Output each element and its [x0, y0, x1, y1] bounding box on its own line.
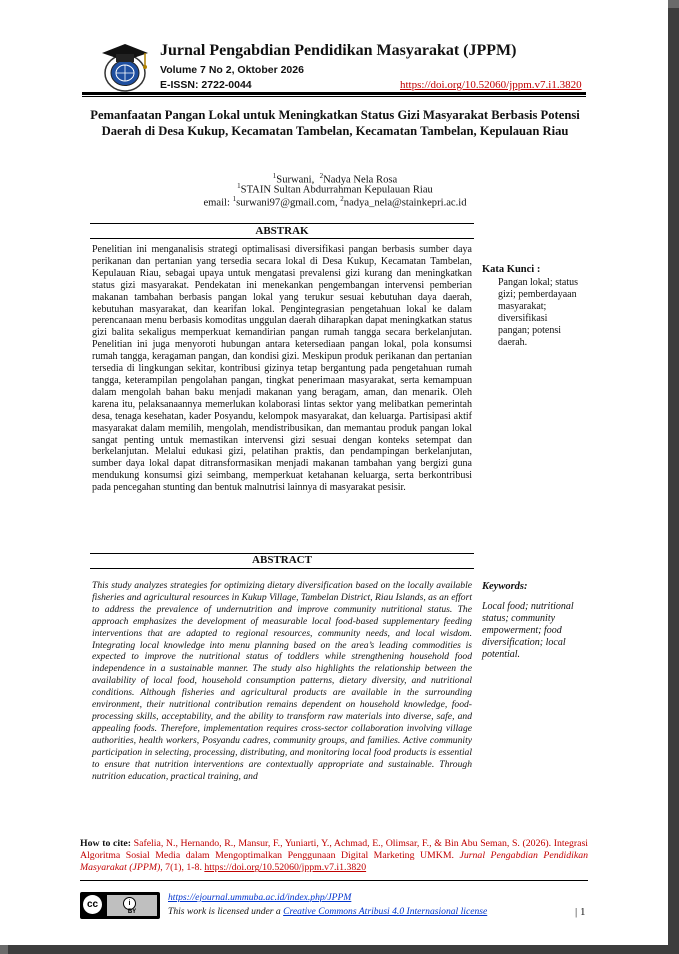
email2: nadya_nela@stainkepri.ac.id	[343, 197, 467, 209]
how-to-cite	[80, 838, 588, 875]
page-shadow-bottom	[8, 945, 679, 954]
abstrak-text: Penelitian ini menganalisis strategi optimalisasi diversifikasi pangan berbasis sumber daya perikanan dan pertanian yang tersedia secara lokal di Desa Kukup, Kecamatan Tambelan, Kepulauan Riau, sebagai upaya untuk mengatasi prevalensi gizi kurang dan meningkatkan status gizi masyarakat. Pendekatan ini menekankan pengembangan intervensi pemberian makanan tambahan berbasis pangan lokal yang terukur sesuai kebutuhan daya daerah, kebutuhan masyarakat, dan kearifan lokal. Pengintegrasian pengetahuan lokal ke dalam perencanaan menu berbasis komoditas unggulan daerah diharapkan dapat meningkatkan status gizi balita sekaligus memperkuat kemandirian pangan rumah tangga secara berkelanjutan. Penelitian ini juga menyoroti hubungan antara ketersediaan pangan lokal, pola konsumsi rumah tangga, keragaman pangan, dan kondisi gizi. Meskipun produk perikanan dan pertanian tersedia di lingkungan sekitar, kontribusi gizinya tetap bergantung pada pengetahuan rumah tangga, keterampilan pengolahan pangan, tingkat penerimaan masyarakat, serta kemampuan dalam mengolah bahan baku menjadi makanan yang beragam, aman, dan menarik. Oleh karena itu, pelaksanaannya memerlukan kolaborasi lintas sektor yang melibatkan pemerintah desa, tenaga kesehatan, kader Posyandu, kelompok masyarakat, dan keluarga. Partisipasi aktif masyarakat dalam memilih, mengolah, mendistribusikan, dan memantau produk pangan lokal sangat penting untuk memastikan intervensi gizi sesuai dengan konteks setempat dan berkelanjutan. Melalui edukasi gizi, pelatihan praktis, dan pendampingan berkelanjutan, sumber daya lokal dapat ditransformasikan menjadi makanan tambahan yang bergizi guna mendukung konsumsi gizi seimbang, memperkuat ketahanan keluarga, serta berkontribusi pada pencegahan stunting dan bentuk malnutrisi lainnya di masyarakat pesisir.	[92, 244, 472, 494]
license-prefix: This work is licensed under a	[168, 906, 284, 917]
page-shadow-right	[668, 8, 679, 954]
article-title: Pemanfaatan Pangan Lokal untuk Meningkatkan Status Gizi Masyarakat Berbasis Potensi Daerah di Desa Kukup, Kecamatan Tambelan, Kecamatan Tambelan, Kepulauan Riau	[90, 108, 580, 138]
journal-logo-icon	[96, 40, 154, 94]
cite-reference: Safelia, N., Hernando, R., Mansur, F., Yuniarti, Y., Achmad, E., Olimsar, F., & Bin Abu Seman, S. (2026). Integrasi Algoritma Sosial Media dalam Mengoptimalkan Penggunaan Digital Marketing UMKM.	[80, 838, 589, 862]
cite-label: How to cite:	[80, 838, 134, 849]
journal-title: Jurnal Pengabdian Pendidikan Masyarakat (JPPM)	[160, 42, 517, 59]
email1: surwani97@gmail.com,	[236, 197, 341, 209]
header-rule	[82, 92, 586, 95]
abstract-bottom-rule	[90, 568, 474, 569]
email1-sup: 1	[232, 195, 237, 203]
abstrak-heading: ABSTRAK	[255, 225, 309, 237]
author2-sup: 2	[319, 172, 324, 180]
cc-icon: cc	[83, 895, 102, 914]
cc-by-panel	[107, 895, 157, 916]
cc-license-badge[interactable]	[80, 892, 160, 919]
license-line	[168, 906, 487, 917]
person-icon: i	[123, 897, 136, 910]
cc-by-label: BY	[127, 909, 137, 915]
author1: Surwani,	[276, 174, 315, 186]
abstrak-bottom-rule	[90, 238, 474, 239]
license-link[interactable]: Creative Commons Atribusi 4.0 Internasional license	[283, 906, 488, 917]
kata-kunci-list: Pangan lokal; status gizi; pemberdayaan masyarakat; diversifikasi pangan; potensi daerah.	[498, 277, 578, 348]
email-line	[90, 195, 580, 209]
kata-kunci-heading: Kata Kunci :	[482, 264, 541, 275]
journal-site-link[interactable]: https://ejournal.ummuba.ac.id/index.php/JPPM	[168, 892, 352, 903]
keywords-heading: Keywords:	[482, 581, 528, 592]
affiliation-text: STAIN Sultan Abdurrahman Kepulauan Riau	[240, 184, 433, 196]
page-number: | 1	[575, 906, 586, 918]
header-rule-thin	[82, 96, 586, 97]
affil-sup: 1	[237, 182, 241, 190]
author2: Nadya Nela Rosa	[323, 174, 398, 186]
abstrak-top-rule	[90, 223, 474, 224]
abstract-text: This study analyzes strategies for optimizing dietary diversification based on the locally available fisheries and agricultural resources in Kukup Village, Tambelan District, Riau Islands, as an effort to address the prevalence of undernutrition and improve community nutritional status. The approach emphasizes the development of measurable local food-based supplementary feeding interventions that are adapted to regional resources, community needs, and local wisdom. Integrating local knowledge into menu planning based on the area’s leading commodities is expected to improve the nutritional status of toddlers while strengthening household food independence in a sustainable manner. The study also highlights the relationship between the availability of local food, household consumption patterns, dietary diversity, and nutritional conditions. Although fisheries and agricultural products are available in the surrounding environment, their nutritional contribution remains dependent on household knowledge, food-processing skills, acceptability, and the ability to transform raw materials into diverse, safe, and appealing foods. Therefore, implementation requires cross-sector collaboration involving village authorities, health workers, Posyandu cadres, community groups, and families. Active community participation in selecting, processing, distributing, and monitoring local food products is essential to ensure that nutrition interventions are contextually appropriate and sustainable. Through nutrition education, practical training, and	[92, 580, 472, 782]
cite-doi-link[interactable]: https://doi.org/10.52060/jppm.v7.i1.3820	[204, 862, 367, 874]
email2-sup: 2	[340, 195, 344, 203]
journal-volume: Volume 7 No 2, Oktober 2026	[160, 64, 304, 76]
affiliation	[90, 182, 580, 196]
email-label: email:	[203, 197, 233, 209]
journal-issn: E-ISSN: 2722-0044	[160, 79, 252, 91]
cite-journal: Jurnal Pengabdian Pendidikan Masyarakat (JPPM)	[80, 850, 588, 874]
abstract-heading: ABSTRACT	[252, 554, 312, 566]
cite-tail: , 7(1), 1-8.	[160, 862, 205, 874]
footer-rule	[80, 880, 588, 881]
doi-link[interactable]: https://doi.org/10.52060/jppm.v7.i1.3820	[400, 79, 582, 91]
author1-sup: 1	[272, 172, 277, 180]
keywords-list: Local food; nutritional status; community empowerment; food diversification; local potential.	[482, 601, 574, 660]
